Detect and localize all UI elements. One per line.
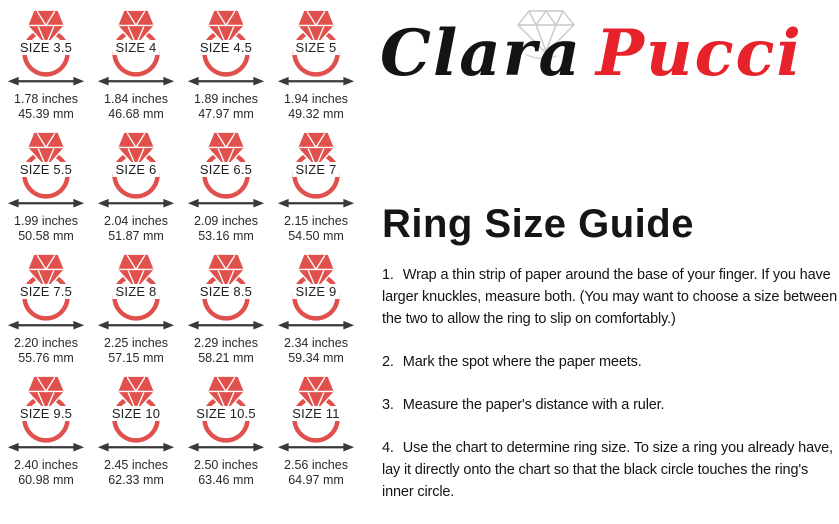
ring-size-cell [182, 371, 270, 487]
ring-mm: 62.33 mm [108, 472, 164, 487]
ring-figure [272, 5, 360, 89]
ring-size-cell [182, 127, 270, 243]
ring-size-label: SIZE 9 [293, 284, 340, 299]
step-number: 1. [382, 267, 394, 283]
ring-inches: 2.04 inches [104, 214, 168, 228]
ring-inches: 2.40 inches [14, 458, 78, 472]
ring-figure [182, 249, 270, 333]
instruction-step [382, 437, 837, 503]
step-text: Measure the paper's distance with a ruler. [402, 397, 665, 413]
ring-size-label: SIZE 11 [289, 406, 342, 421]
ring-inches: 1.84 inches [104, 92, 168, 106]
ring-inches: 1.94 inches [284, 92, 348, 106]
ring-size-label: SIZE 8 [113, 284, 160, 299]
ring-inches: 2.09 inches [194, 214, 258, 228]
ring-mm: 45.39 mm [18, 106, 74, 121]
ring-mm: 58.21 mm [198, 350, 254, 365]
ring-size-label: SIZE 8.5 [197, 284, 255, 299]
ring-figure [182, 5, 270, 89]
ring-size-cell [92, 127, 180, 243]
ring-size-chart [2, 5, 360, 487]
ring-figure [272, 371, 360, 455]
ring-size-cell [2, 127, 90, 243]
instruction-list [382, 264, 837, 503]
ring-figure [2, 249, 90, 333]
ring-size-label: SIZE 6 [113, 162, 160, 177]
ring-figure [272, 249, 360, 333]
ring-size-cell [272, 5, 360, 121]
ring-size-label: SIZE 7 [293, 162, 340, 177]
ring-figure [272, 127, 360, 211]
ring-inches: 2.56 inches [284, 458, 348, 472]
step-text: Use the chart to determine ring size. To size a ring you already have, lay it directly onto the chart so that the black circle touches the ring's inner circle. [382, 440, 833, 500]
ring-size-label: SIZE 3.5 [17, 40, 75, 55]
ring-inches: 1.78 inches [14, 92, 78, 106]
ring-figure [92, 5, 180, 89]
page-title: Ring Size Guide [382, 202, 694, 246]
ring-mm: 55.76 mm [18, 350, 74, 365]
guide-panel [380, 0, 837, 524]
ring-figure [2, 5, 90, 89]
ring-mm: 54.50 mm [288, 228, 344, 243]
ring-size-label: SIZE 5 [293, 40, 340, 55]
step-number: 3. [382, 397, 394, 413]
ring-size-label: SIZE 5.5 [17, 162, 75, 177]
ring-mm: 50.58 mm [18, 228, 74, 243]
ring-figure [182, 127, 270, 211]
ring-mm: 64.97 mm [288, 472, 344, 487]
ring-size-label: SIZE 10.5 [193, 406, 259, 421]
instruction-step [382, 264, 837, 330]
ring-size-cell [272, 127, 360, 243]
ring-inches: 2.45 inches [104, 458, 168, 472]
ring-inches: 2.50 inches [194, 458, 258, 472]
ring-inches: 2.25 inches [104, 336, 168, 350]
ring-figure [2, 371, 90, 455]
ring-figure [92, 371, 180, 455]
ring-inches: 1.99 inches [14, 214, 78, 228]
step-text: Wrap a thin strip of paper around the base of your finger. If you have larger knuckles, measure both. (You may want to choose a size between the two to allow the ring to slip on comfortably.) [382, 267, 837, 327]
ring-mm: 59.34 mm [288, 350, 344, 365]
ring-figure [2, 127, 90, 211]
step-text: Mark the spot where the paper meets. [402, 354, 642, 370]
ring-figure [92, 249, 180, 333]
ring-size-label: SIZE 4.5 [197, 40, 255, 55]
step-number: 2. [382, 354, 394, 370]
brand-name-pucci: Pucci [595, 16, 803, 91]
ring-size-cell [272, 371, 360, 487]
ring-size-label: SIZE 6.5 [197, 162, 255, 177]
ring-size-label: SIZE 7.5 [17, 284, 75, 299]
ring-mm: 46.68 mm [108, 106, 164, 121]
ring-inches: 2.20 inches [14, 336, 78, 350]
ring-size-cell [272, 249, 360, 365]
ring-size-cell [182, 5, 270, 121]
ring-size-cell [2, 249, 90, 365]
ring-figure [92, 127, 180, 211]
ring-size-cell [182, 249, 270, 365]
ring-size-label: SIZE 4 [113, 40, 160, 55]
step-number: 4. [382, 440, 394, 456]
ring-mm: 63.46 mm [198, 472, 254, 487]
ring-inches: 1.89 inches [194, 92, 258, 106]
ring-mm: 53.16 mm [198, 228, 254, 243]
ring-inches: 2.29 inches [194, 336, 258, 350]
ring-mm: 47.97 mm [198, 106, 254, 121]
ring-figure [182, 371, 270, 455]
ring-inches: 2.15 inches [284, 214, 348, 228]
brand-name-clara: Clara [380, 16, 582, 91]
ring-size-cell [2, 371, 90, 487]
ring-mm: 49.32 mm [288, 106, 344, 121]
ring-size-label: SIZE 9.5 [17, 406, 75, 421]
ring-size-label: SIZE 10 [109, 406, 163, 421]
ring-mm: 57.15 mm [108, 350, 164, 365]
ring-mm: 51.87 mm [108, 228, 164, 243]
ring-mm: 60.98 mm [18, 472, 74, 487]
instruction-step [382, 351, 837, 373]
ring-size-cell [92, 249, 180, 365]
brand-logo [380, 6, 837, 106]
ring-size-cell [92, 5, 180, 121]
ring-size-cell [2, 5, 90, 121]
ring-size-cell [92, 371, 180, 487]
instruction-step [382, 394, 837, 416]
ring-inches: 2.34 inches [284, 336, 348, 350]
